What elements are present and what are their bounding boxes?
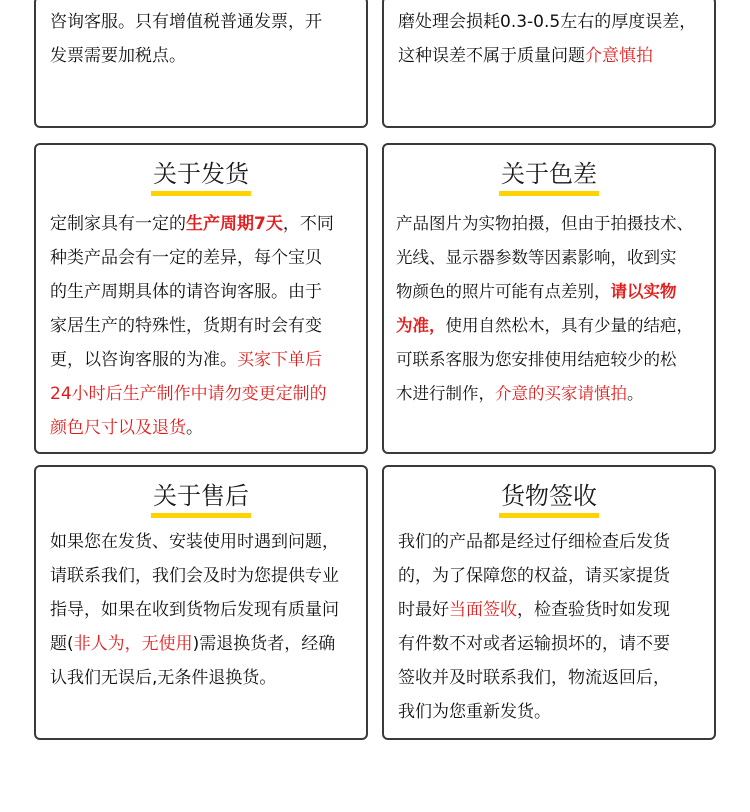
warning-text: 颜色尺寸以及退货	[50, 418, 186, 438]
text-line: 的，为了保障您的权益，请买家提货	[398, 566, 670, 586]
warning-text: 介意的买家请慎拍	[495, 384, 627, 403]
text-line	[396, 377, 708, 411]
card-title	[36, 157, 366, 196]
warning-text: 介意慎拍	[585, 46, 653, 66]
text-line: 家居生产的特殊性，货期有时会有变	[50, 316, 322, 336]
text-segment: 。	[627, 384, 644, 403]
text-line: 指导，如果在收到货物后发现有质量问	[50, 600, 339, 620]
text-segment: 定制家具有一定的	[50, 214, 186, 234]
text-line	[50, 377, 356, 411]
signing-title: 货物签收	[499, 479, 599, 518]
text-line: 我们的产品都是经过仔细检查后发货	[398, 532, 670, 552]
warning-text: 请以实物	[610, 282, 677, 301]
shipping-title: 关于发货	[151, 157, 251, 196]
card-body	[50, 525, 356, 695]
text-line: 发票需要加税点。	[50, 46, 186, 66]
text-segment: 使用自然松木，具有少量的结疤，	[445, 316, 693, 335]
text-line	[398, 39, 704, 73]
aftersales-title: 关于售后	[151, 479, 251, 518]
text-segment: 更，以咨询客服的为准。	[50, 350, 237, 370]
card-title	[384, 157, 714, 196]
text-line: 认我们无误后,无条件退换货。	[50, 668, 277, 688]
warning-text: 当面签收	[449, 600, 517, 620]
text-line	[50, 627, 356, 661]
text-segment: )需退换货者，经确	[192, 634, 336, 654]
text-line	[398, 593, 704, 627]
text-segment: ，不同	[282, 214, 334, 234]
card-body	[50, 5, 356, 73]
info-card-top-right	[382, 0, 716, 128]
warning-text: 买家下单后	[237, 350, 322, 370]
warning-text: 24小时后生产制作中请勿变更定制的	[50, 384, 327, 404]
text-segment: 这种误差不属于质量问题	[398, 46, 585, 66]
card-body	[398, 5, 704, 73]
text-line: 磨处理会损耗0.3-0.5左右的厚度误差，	[398, 12, 697, 32]
card-title	[36, 479, 366, 518]
text-segment: 时最好	[398, 600, 449, 620]
text-line	[50, 207, 356, 241]
text-segment: 木进行制作，	[396, 384, 495, 403]
warning-text: 为准，	[396, 316, 446, 335]
info-card-top-left	[34, 0, 368, 128]
shipping-card	[34, 143, 368, 454]
color-title: 关于色差	[499, 157, 599, 196]
text-line: 产品图片为实物拍摄，但由于拍摄技术、	[396, 214, 693, 233]
text-segment: ，检查验货时如发现	[517, 600, 670, 620]
text-line: 咨询客服。只有增值税普通发票，开	[50, 12, 322, 32]
text-segment: 。	[186, 418, 203, 438]
text-line: 的生产周期具体的请咨询客服。由于	[50, 282, 322, 302]
text-line: 如果您在发货、安装使用时遇到问题，	[50, 532, 339, 552]
text-line: 可联系客服为您安排使用结疤较少的松	[396, 350, 677, 369]
text-line: 请联系我们，我们会及时为您提供专业	[50, 566, 339, 586]
text-line	[396, 309, 708, 343]
color-difference-card	[382, 143, 716, 454]
warning-text: 生产周期7天	[186, 214, 283, 234]
card-body	[396, 207, 708, 411]
text-segment: 物颜色的照片可能有点差别，	[396, 282, 611, 301]
text-line: 种类产品会有一定的差异，每个宝贝	[50, 248, 322, 268]
after-sales-card	[34, 465, 368, 740]
card-body	[398, 525, 704, 729]
warning-text: 非人为，无使用	[73, 634, 193, 654]
card-body	[50, 207, 356, 445]
text-line: 我们为您重新发货。	[398, 702, 551, 722]
text-line	[50, 343, 356, 377]
text-line: 有件数不对或者运输损坏的，请不要	[398, 634, 670, 654]
card-title	[384, 479, 714, 518]
text-segment: 题(	[50, 634, 74, 654]
text-line: 签收并及时联系我们，物流返回后，	[398, 668, 670, 688]
text-line	[396, 275, 708, 309]
goods-signing-card	[382, 465, 716, 740]
text-line: 光线、显示器参数等因素影响，收到实	[396, 248, 677, 267]
text-line	[50, 411, 356, 445]
